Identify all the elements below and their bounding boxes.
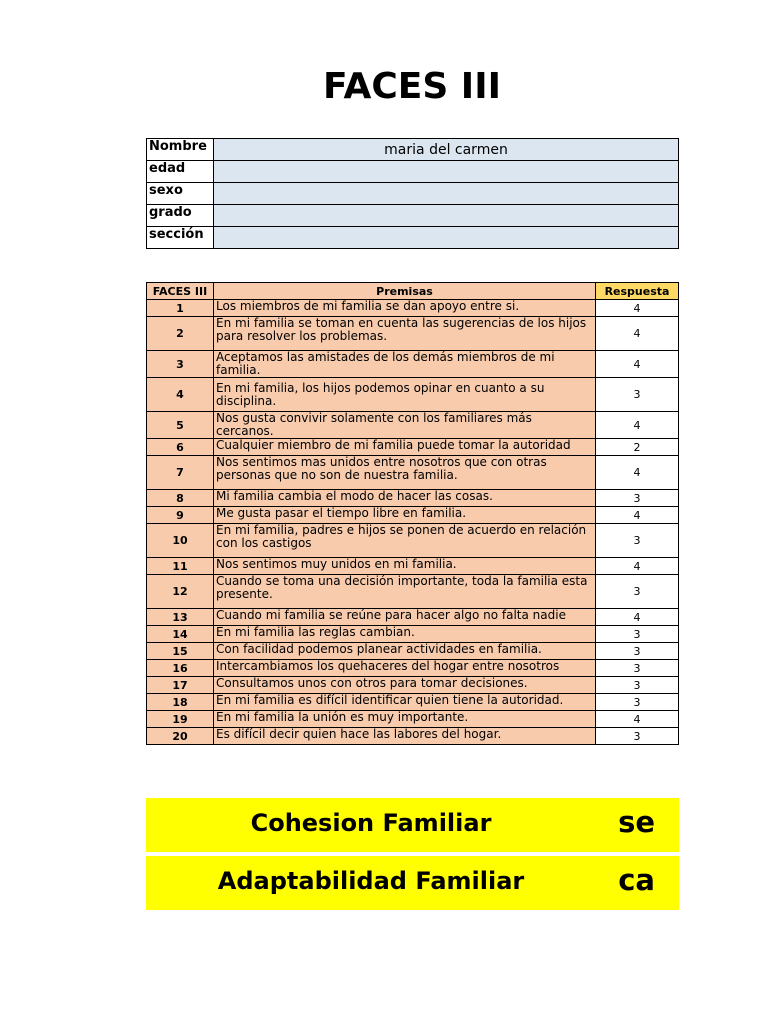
faces-table <box>146 282 679 745</box>
item-number: 11 <box>147 558 214 575</box>
student-info-table <box>146 138 679 249</box>
table-row <box>147 439 679 456</box>
item-premise: Nos sentimos mas unidos entre nosotros que con otras personas que no son de nuestra familia. <box>214 456 596 490</box>
table-row <box>147 575 679 609</box>
info-row-grado <box>147 205 679 227</box>
info-row-edad <box>147 161 679 183</box>
item-response[interactable]: 4 <box>596 456 679 490</box>
item-number: 18 <box>147 694 214 711</box>
adaptability-value: ca <box>618 863 655 897</box>
sexo-value[interactable] <box>214 183 679 205</box>
item-premise: En mi familia se toman en cuenta las sugerencias de los hijos para resolver los problemas. <box>214 317 596 351</box>
item-response[interactable]: 3 <box>596 643 679 660</box>
item-number: 15 <box>147 643 214 660</box>
table-row <box>147 558 679 575</box>
cohesion-result-box <box>146 798 679 852</box>
seccion-value[interactable] <box>214 227 679 249</box>
item-number: 1 <box>147 300 214 317</box>
item-response[interactable]: 4 <box>596 711 679 728</box>
table-row <box>147 300 679 317</box>
info-label: grado <box>147 205 214 227</box>
info-row-nombre <box>147 139 679 161</box>
item-response[interactable]: 3 <box>596 626 679 643</box>
item-response[interactable]: 3 <box>596 660 679 677</box>
edad-value[interactable] <box>214 161 679 183</box>
item-premise: Nos gusta convivir solamente con los familiares más cercanos. <box>214 412 596 439</box>
table-row <box>147 711 679 728</box>
item-number: 13 <box>147 609 214 626</box>
item-response[interactable]: 3 <box>596 677 679 694</box>
item-premise: Consultamos unos con otros para tomar decisiones. <box>214 677 596 694</box>
item-response[interactable]: 3 <box>596 524 679 558</box>
item-number: 17 <box>147 677 214 694</box>
table-row <box>147 728 679 745</box>
table-row <box>147 317 679 351</box>
item-number: 12 <box>147 575 214 609</box>
item-premise: Nos sentimos muy unidos en mi familia. <box>214 558 596 575</box>
table-row <box>147 626 679 643</box>
item-premise: Cuando mi familia se reúne para hacer algo no falta nadie <box>214 609 596 626</box>
item-number: 8 <box>147 490 214 507</box>
item-number: 16 <box>147 660 214 677</box>
adaptability-result-box <box>146 856 679 910</box>
item-response[interactable]: 4 <box>596 507 679 524</box>
item-number: 4 <box>147 378 214 412</box>
item-number: 5 <box>147 412 214 439</box>
item-number: 20 <box>147 728 214 745</box>
item-premise: En mi familia, padres e hijos se ponen de acuerdo en relación con los castigos <box>214 524 596 558</box>
header-premisas: Premisas <box>214 283 596 300</box>
cohesion-value: se <box>618 805 655 839</box>
info-label: sexo <box>147 183 214 205</box>
item-premise: Los miembros de mi familia se dan apoyo entre si. <box>214 300 596 317</box>
cohesion-label: Cohesion Familiar <box>250 809 492 837</box>
nombre-value[interactable]: maria del carmen <box>214 139 679 161</box>
item-number: 3 <box>147 351 214 378</box>
item-premise: En mi familia, los hijos podemos opinar en cuanto a su disciplina. <box>214 378 596 412</box>
item-premise: Me gusta pasar el tiempo libre en familia. <box>214 507 596 524</box>
table-row <box>147 660 679 677</box>
table-row <box>147 694 679 711</box>
item-number: 2 <box>147 317 214 351</box>
table-row <box>147 456 679 490</box>
page-title: FACES III <box>323 66 501 107</box>
item-response[interactable]: 4 <box>596 300 679 317</box>
info-row-sexo <box>147 183 679 205</box>
header-faces: FACES III <box>147 283 214 300</box>
item-response[interactable]: 3 <box>596 694 679 711</box>
item-response[interactable]: 4 <box>596 558 679 575</box>
item-response[interactable]: 3 <box>596 575 679 609</box>
item-number: 14 <box>147 626 214 643</box>
item-response[interactable]: 4 <box>596 317 679 351</box>
item-premise: Mi familia cambia el modo de hacer las cosas. <box>214 490 596 507</box>
item-number: 19 <box>147 711 214 728</box>
item-response[interactable]: 2 <box>596 439 679 456</box>
header-respuesta: Respuesta <box>596 283 679 300</box>
item-premise: Aceptamos las amistades de los demás miembros de mi familia. <box>214 351 596 378</box>
table-row <box>147 351 679 378</box>
table-row <box>147 609 679 626</box>
item-premise: Es difícil decir quien hace las labores del hogar. <box>214 728 596 745</box>
table-row <box>147 524 679 558</box>
table-row <box>147 378 679 412</box>
adaptability-label: Adaptabilidad Familiar <box>217 867 525 895</box>
info-label: edad <box>147 161 214 183</box>
table-row <box>147 412 679 439</box>
item-premise: En mi familia las reglas cambian. <box>214 626 596 643</box>
item-premise: Cualquier miembro de mi familia puede tomar la autoridad <box>214 439 596 456</box>
table-row <box>147 643 679 660</box>
info-row-seccion <box>147 227 679 249</box>
info-label: sección <box>147 227 214 249</box>
item-response[interactable]: 4 <box>596 351 679 378</box>
faces-header-row <box>147 283 679 300</box>
item-number: 7 <box>147 456 214 490</box>
item-premise: En mi familia es difícil identificar quien tiene la autoridad. <box>214 694 596 711</box>
item-response[interactable]: 4 <box>596 412 679 439</box>
item-response[interactable]: 4 <box>596 609 679 626</box>
item-response[interactable]: 3 <box>596 378 679 412</box>
info-label: Nombre <box>147 139 214 161</box>
item-response[interactable]: 3 <box>596 490 679 507</box>
item-response[interactable]: 3 <box>596 728 679 745</box>
table-row <box>147 507 679 524</box>
item-number: 9 <box>147 507 214 524</box>
item-premise: Cuando se toma una decisión importante, toda la familia esta presente. <box>214 575 596 609</box>
item-premise: En mi familia la unión es muy importante. <box>214 711 596 728</box>
item-number: 10 <box>147 524 214 558</box>
item-number: 6 <box>147 439 214 456</box>
table-row <box>147 677 679 694</box>
item-premise: Con facilidad podemos planear actividades en familia. <box>214 643 596 660</box>
table-row <box>147 490 679 507</box>
grado-value[interactable] <box>214 205 679 227</box>
item-premise: Intercambiamos los quehaceres del hogar entre nosotros <box>214 660 596 677</box>
